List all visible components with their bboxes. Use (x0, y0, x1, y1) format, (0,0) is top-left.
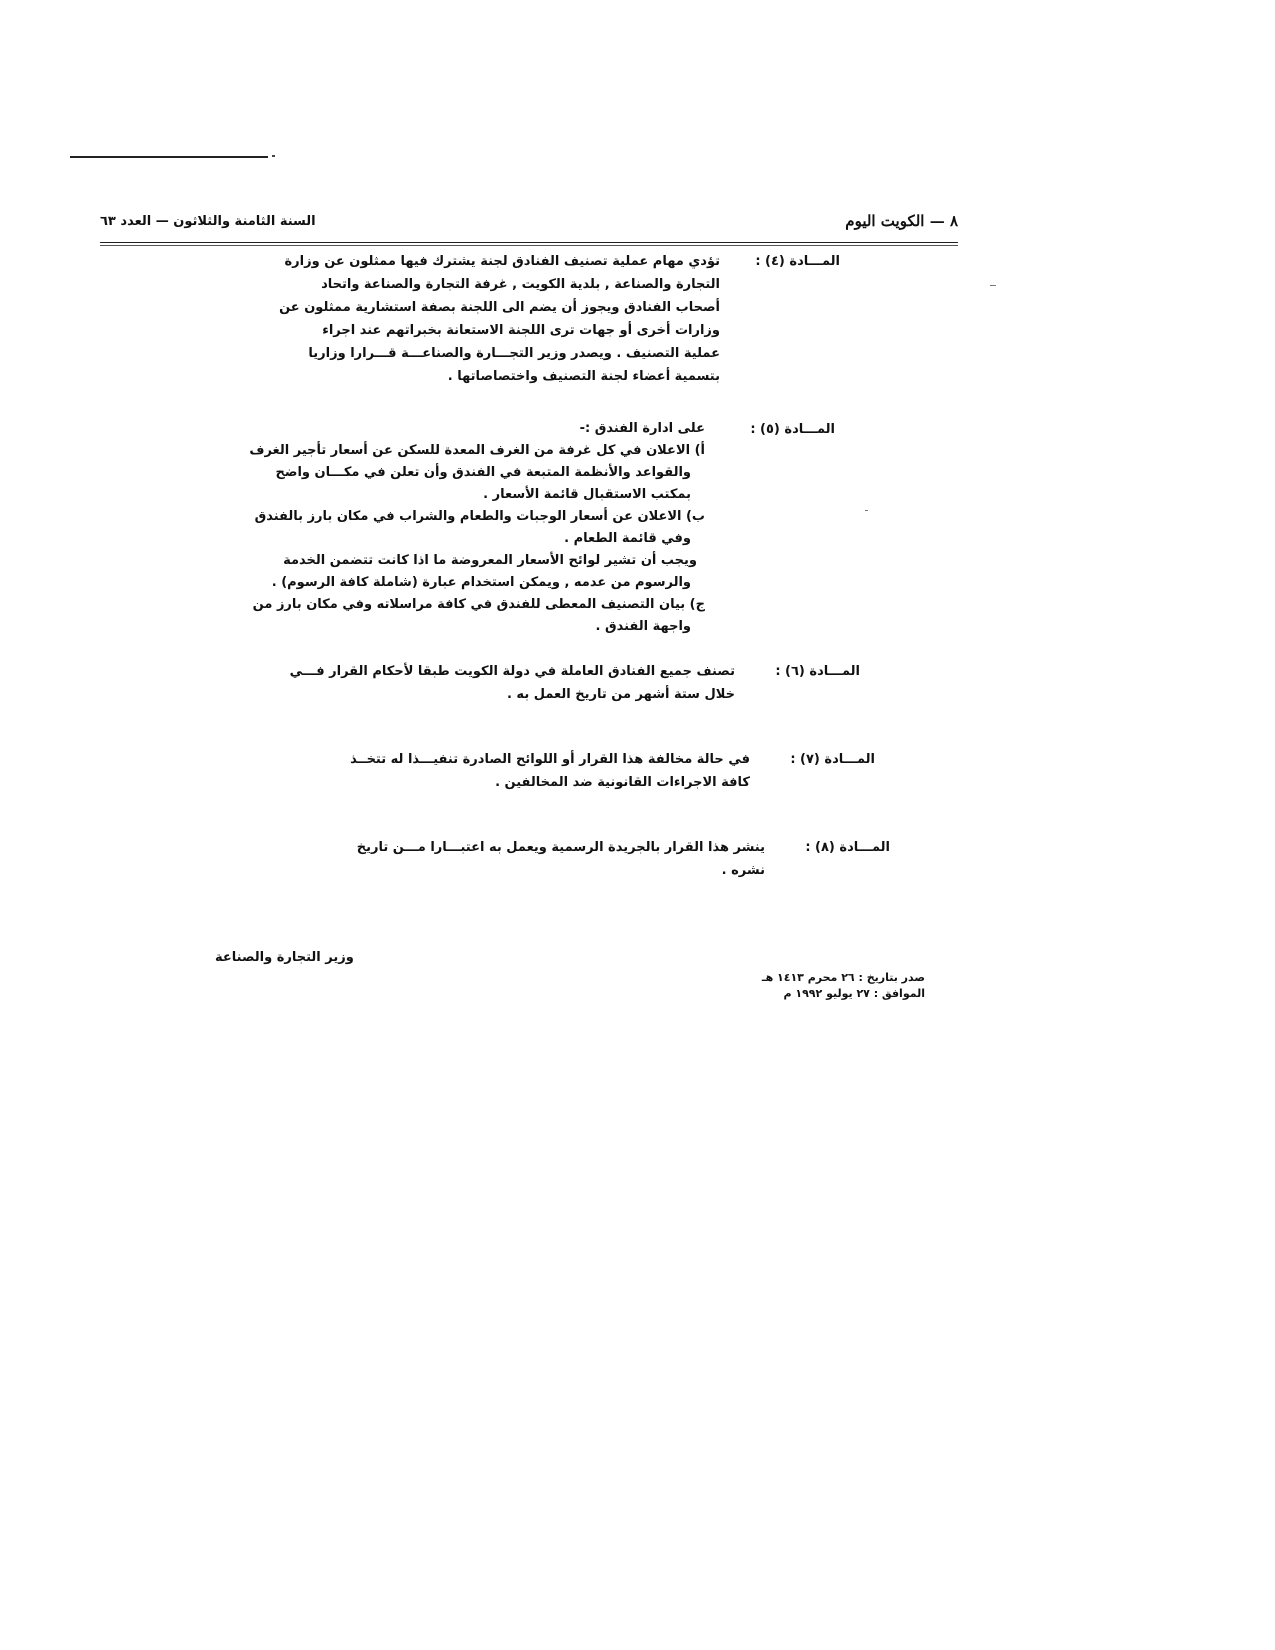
article-5-line: ج) بيان التصنيف المعطى للفندق في كافة مراسلاته وفي مكان بارز من (252, 597, 705, 612)
article-5-body (170, 418, 705, 638)
article-4-line: تؤدي مهام عملية تصنيف الفنادق لجنة يشترك فيها ممثلون عن وزارة (284, 254, 720, 269)
article-8 (220, 836, 890, 886)
article-4 (140, 250, 840, 390)
article-4-line: أصحاب الفنادق ويجوز أن يضم الى اللجنة بصفة استشارية ممثلون عن (279, 300, 720, 315)
article-4-line: وزارات أخرى أو جهات ترى اللجنة الاستعانة بخبراتهم عند اجراء (322, 323, 720, 338)
article-7-label: المـــادة (٧) : (790, 752, 875, 767)
minister-signature: وزير التجارة والصناعة (215, 950, 354, 965)
article-5-label: المـــادة (٥) : (750, 422, 835, 437)
article-8-line: نشره . (721, 863, 765, 878)
article-5-line: بمكتب الاستقبال قائمة الأسعار . (483, 487, 691, 502)
article-8-body (220, 836, 765, 882)
article-6-line: خلال ستة أشهر من تاريخ العمل به . (506, 687, 735, 702)
article-7 (205, 748, 875, 798)
article-8-label: المـــادة (٨) : (805, 840, 890, 855)
scan-speck (865, 510, 868, 511)
gregorian-date: الموافق : ٢٧ يوليو ١٩٩٢ م (783, 987, 925, 1000)
issue-label: السنة الثامنة والثلاثون — العدد ٦٣ (100, 214, 316, 229)
article-6-body (190, 660, 735, 706)
article-7-line: في حالة مخالفة هذا القرار أو اللوائح الصادرة تنفيـــذا له تتخــذ (350, 752, 750, 767)
issue-dates (745, 970, 925, 1002)
article-5-line: والرسوم من عدمه , ويمكن استخدام عبارة (شاملة كافة الرسوم) . (271, 575, 691, 590)
article-6-label: المـــادة (٦) : (775, 664, 860, 679)
article-4-line: التجارة والصناعة , بلدية الكويت , غرفة التجارة والصناعة واتحاد (321, 277, 720, 292)
top-rule (70, 156, 268, 158)
article-5 (170, 418, 835, 634)
article-7-body (205, 748, 750, 794)
article-5-line: واجهة الفندق . (595, 619, 691, 634)
article-4-line: بتسمية أعضاء لجنة التصنيف واختصاصاتها . (447, 369, 720, 384)
article-5-line: على ادارة الفندق :- (579, 421, 705, 436)
article-8-line: ينشر هذا القرار بالجريدة الرسمية ويعمل به اعتبـــارا مـــن تاريخ (356, 840, 765, 855)
top-rule-mark (272, 155, 275, 157)
page-label: ٨ — الكويت اليوم (845, 212, 958, 230)
article-5-line: ب) الاعلان عن أسعار الوجبات والطعام والشراب في مكان بارز بالفندق (254, 509, 705, 524)
page-header (100, 212, 958, 238)
article-5-line: وفي قائمة الطعام . (564, 531, 691, 546)
header-rule-secondary (100, 245, 958, 246)
article-6-line: تصنف جميع الفنادق العاملة في دولة الكويت طبقا لأحكام القرار فـــي (289, 664, 735, 679)
article-6 (190, 660, 860, 710)
article-5-line: والقواعد والأنظمة المتبعة في الفندق وأن تعلن في مكـــان واضح (275, 465, 691, 480)
article-7-line: كافة الاجراءات القانونية ضد المخالفين . (495, 775, 750, 790)
scan-speck (990, 285, 996, 286)
article-4-body (140, 250, 720, 388)
article-5-line: أ) الاعلان في كل غرفة من الغرف المعدة للسكن عن أسعار تأجير الغرف (249, 443, 705, 458)
hijri-date: صدر بتاريخ : ٢٦ محرم ١٤١٣ هـ (761, 971, 925, 984)
article-4-line: عملية التصنيف . ويصدر وزير التجـــارة والصناعـــة قـــرارا وزاريا (308, 346, 720, 361)
header-rule (100, 242, 958, 243)
article-4-label: المـــادة (٤) : (755, 254, 840, 269)
article-5-line: ويجب أن تشير لوائح الأسعار المعروضة ما اذا كانت تتضمن الخدمة (283, 553, 697, 568)
